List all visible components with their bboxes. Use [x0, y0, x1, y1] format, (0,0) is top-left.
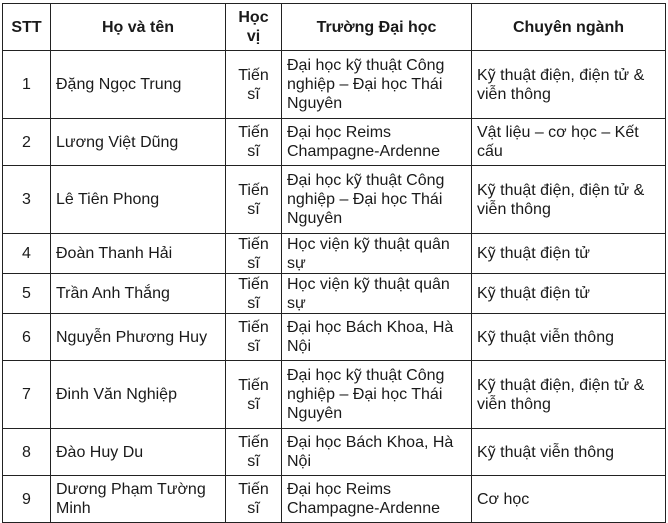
cell-major: Kỹ thuật điện, điện tử & viễn thông: [472, 166, 666, 234]
cell-major: Kỹ thuật điện tử: [472, 274, 666, 314]
cell-stt: 1: [3, 51, 51, 119]
header-major: Chuyên ngành: [472, 4, 666, 51]
cell-name: Đoàn Thanh Hải: [51, 234, 226, 274]
cell-university: Đại học kỹ thuật Công nghiệp – Đại học Thái Nguyên: [282, 166, 472, 234]
table-row: [3, 429, 666, 476]
table-row: [3, 166, 666, 234]
header-stt: STT: [3, 4, 51, 51]
table-row: [3, 314, 666, 361]
cell-major: Kỹ thuật điện, điện tử & viễn thông: [472, 361, 666, 429]
cell-stt: 5: [3, 274, 51, 314]
cell-degree: Tiến sĩ: [226, 51, 282, 119]
cell-degree: Tiến sĩ: [226, 314, 282, 361]
cell-university: Đại học kỹ thuật Công nghiệp – Đại học Thái Nguyên: [282, 361, 472, 429]
cell-name: Trần Anh Thắng: [51, 274, 226, 314]
cell-degree: Tiến sĩ: [226, 274, 282, 314]
table-row: [3, 234, 666, 274]
cell-stt: 8: [3, 429, 51, 476]
cell-stt: 9: [3, 476, 51, 523]
cell-university: Đại học kỹ thuật Công nghiệp – Đại học Thái Nguyên: [282, 51, 472, 119]
header-name: Họ và tên: [51, 4, 226, 51]
cell-name: Đào Huy Du: [51, 429, 226, 476]
cell-name: Lê Tiên Phong: [51, 166, 226, 234]
cell-name: Lương Việt Dũng: [51, 119, 226, 166]
cell-stt: 6: [3, 314, 51, 361]
cell-degree: Tiến sĩ: [226, 476, 282, 523]
cell-university: Đại học Reims Champagne-Ardenne: [282, 119, 472, 166]
cell-stt: 2: [3, 119, 51, 166]
cell-university: Đại học Bách Khoa, Hà Nội: [282, 429, 472, 476]
header-degree: Học vị: [226, 4, 282, 51]
cell-stt: 7: [3, 361, 51, 429]
cell-university: Học viện kỹ thuật quân sự: [282, 274, 472, 314]
header-university: Trường Đại học: [282, 4, 472, 51]
cell-stt: 4: [3, 234, 51, 274]
cell-major: Kỹ thuật viễn thông: [472, 314, 666, 361]
table-header-row: [3, 4, 666, 51]
cell-name: Đặng Ngọc Trung: [51, 51, 226, 119]
cell-major: Kỹ thuật điện, điện tử & viễn thông: [472, 51, 666, 119]
cell-degree: Tiến sĩ: [226, 429, 282, 476]
cell-degree: Tiến sĩ: [226, 361, 282, 429]
cell-university: Đại học Bách Khoa, Hà Nội: [282, 314, 472, 361]
table-row: [3, 476, 666, 523]
staff-table: [2, 3, 666, 523]
cell-name: Nguyễn Phương Huy: [51, 314, 226, 361]
cell-university: Đại học Reims Champagne-Ardenne: [282, 476, 472, 523]
cell-degree: Tiến sĩ: [226, 166, 282, 234]
cell-major: Kỹ thuật viễn thông: [472, 429, 666, 476]
cell-major: Vật liệu – cơ học – Kết cấu: [472, 119, 666, 166]
table-row: [3, 51, 666, 119]
table-row: [3, 361, 666, 429]
cell-degree: Tiến sĩ: [226, 234, 282, 274]
cell-name: Dương Phạm Tường Minh: [51, 476, 226, 523]
cell-degree: Tiến sĩ: [226, 119, 282, 166]
cell-major: Cơ học: [472, 476, 666, 523]
table-row: [3, 274, 666, 314]
cell-stt: 3: [3, 166, 51, 234]
cell-name: Đinh Văn Nghiệp: [51, 361, 226, 429]
cell-university: Học viện kỹ thuật quân sự: [282, 234, 472, 274]
cell-major: Kỹ thuật điện tử: [472, 234, 666, 274]
table-row: [3, 119, 666, 166]
